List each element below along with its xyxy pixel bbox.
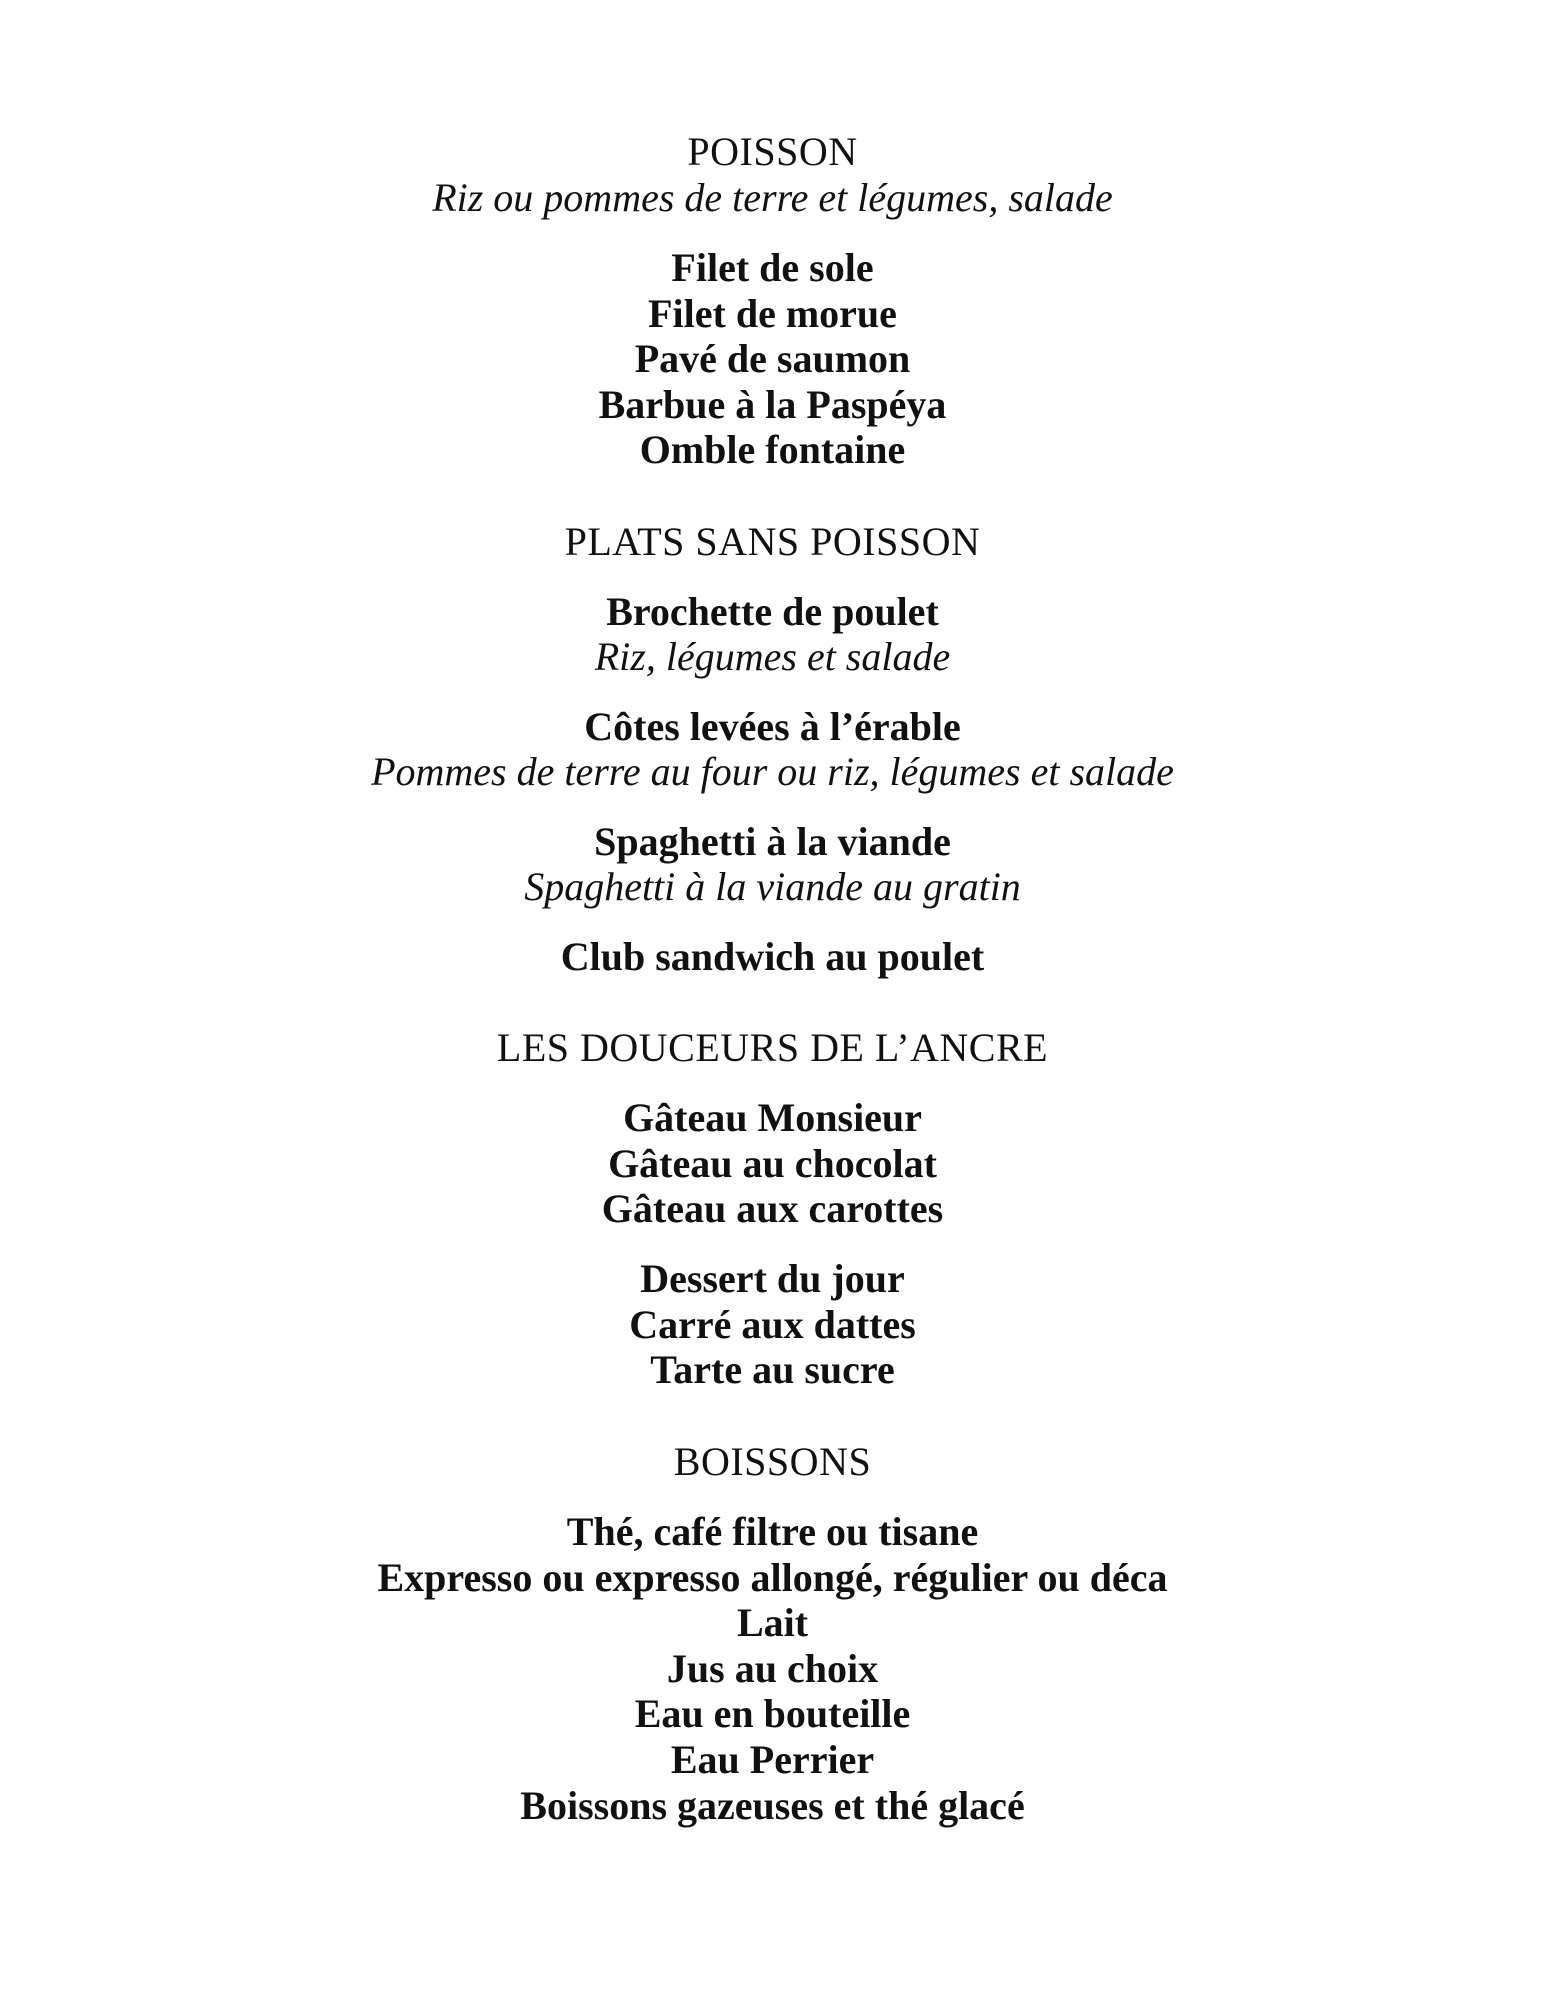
menu-item: Expresso ou expresso allongé, régulier ou déca [377,1555,1168,1600]
menu-item: Pavé de saumon [634,336,911,381]
menu-item: Dessert du jour [640,1256,905,1301]
menu-item: Thé, café filtre ou tisane [566,1509,979,1554]
section-heading-plats-sans-poisson: PLATS SANS POISSON [564,519,981,564]
menu-item: Omble fontaine [639,427,906,472]
menu-item: Filet de sole [671,245,874,290]
section-heading-boissons: BOISSONS [673,1439,872,1484]
menu-item: Carré aux dattes [629,1302,916,1347]
menu-item: Boissons gazeuses et thé glacé [520,1783,1025,1828]
menu-item: Côtes levées à l’érable [584,704,961,749]
menu-item: Spaghetti à la viande [594,819,951,864]
menu-item-description: Riz, légumes et salade [594,634,951,679]
menu-item: Jus au choix [666,1646,879,1691]
menu-item: Gâteau Monsieur [623,1095,922,1140]
menu-item: Tarte au sucre [650,1347,895,1392]
menu-item: Lait [736,1600,809,1645]
menu-item-description: Spaghetti à la viande au gratin [524,864,1021,909]
menu-item: Barbue à la Paspéya [598,382,947,427]
menu-item-description: Pommes de terre au four ou riz, légumes et salade [371,749,1174,794]
section-subtitle-poisson: Riz ou pommes de terre et légumes, salade [432,175,1113,220]
menu-item: Club sandwich au poulet [560,934,985,979]
menu-item: Gâteau aux carottes [601,1186,944,1231]
menu-item: Filet de morue [648,291,897,336]
menu-item: Brochette de poulet [606,589,939,634]
menu-item: Eau en bouteille [634,1691,911,1736]
section-heading-poisson: POISSON [687,129,858,174]
menu-item: Gâteau au chocolat [608,1141,937,1186]
menu-item: Eau Perrier [670,1737,875,1782]
section-heading-douceurs: LES DOUCEURS DE L’ANCRE [496,1025,1049,1070]
